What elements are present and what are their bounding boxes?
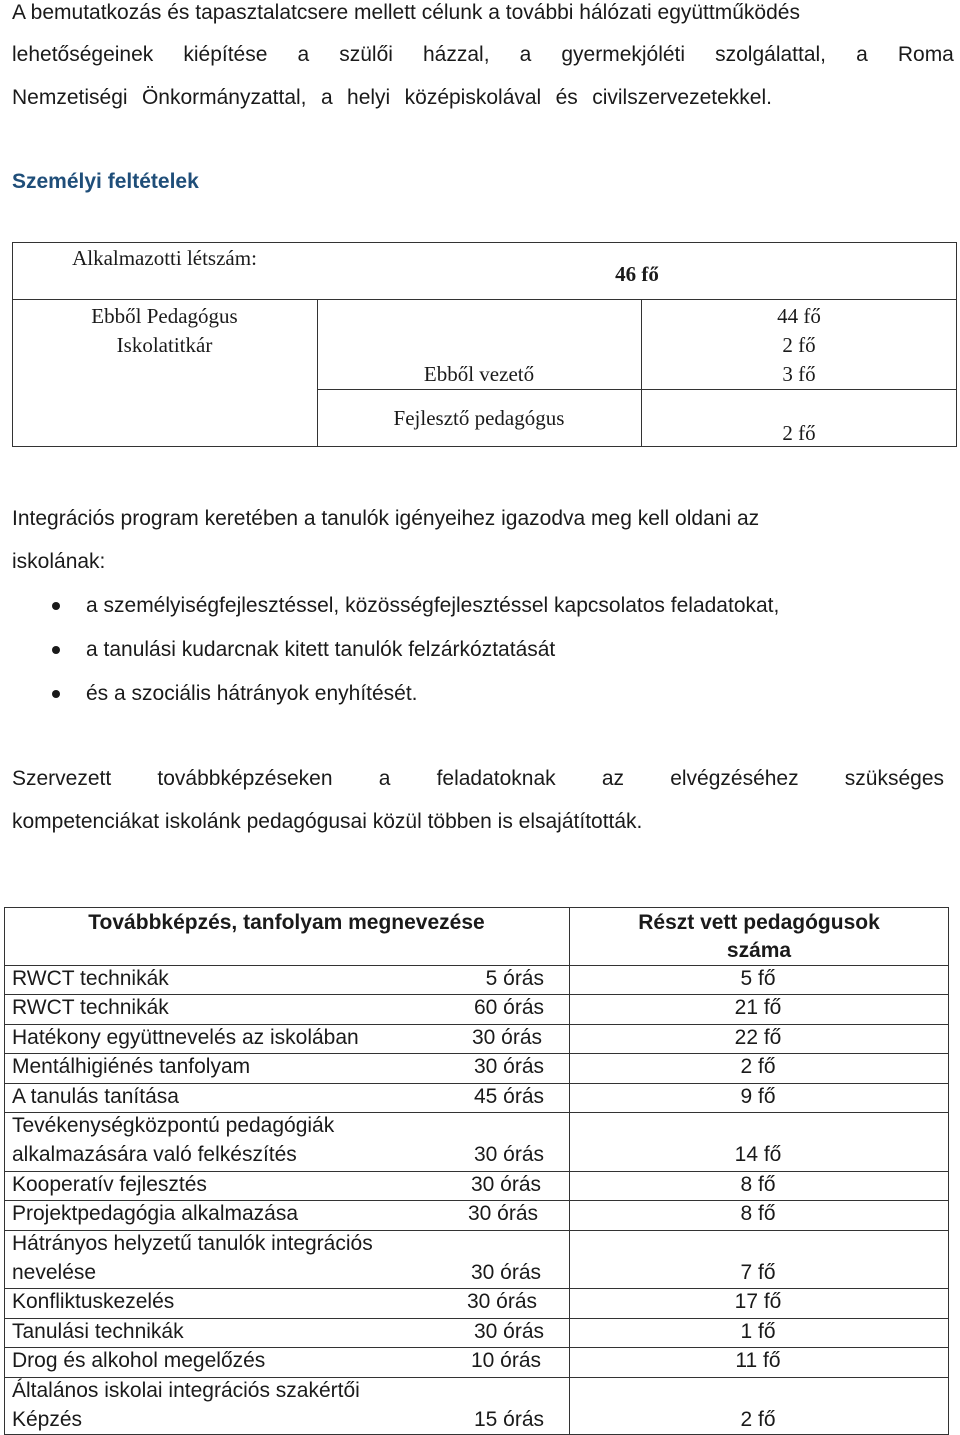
training-name: Hatékony együttnevelés az iskolában [12,1025,359,1049]
training-hours: 60 órás [473,996,544,1020]
integration-line-2: iskolának: [12,550,106,573]
intro-line-3 [12,86,772,110]
training-hours: 30 órás [473,1319,544,1343]
training-hours: 30 órás [470,1261,541,1284]
table-divider [569,1024,570,1053]
intro-word: középiskolával [404,86,542,109]
training-name: Képzés [12,1408,83,1431]
intro-word: gyermekjóléti [561,43,686,66]
training-word: Szervezett [12,767,112,790]
intro-word: civilszervezetekkel. [592,86,772,109]
training-hours: 30 órás [473,1055,544,1079]
intro-word: Önkormányzattal, [141,86,307,109]
bullet-item: a tanulási kudarcnak kitett tanulók felzárkóztatását [86,638,556,661]
table-divider [569,1347,570,1376]
training-name: alkalmazására való felkészítés [12,1143,297,1167]
staff-value-vezeto: 3 fő [782,362,816,386]
staff-value-fejleszto: 2 fő [782,421,816,445]
staff-value-pedagogus: 44 fő [777,304,821,328]
bullet-icon [52,646,60,654]
training-count: 17 fő [734,1290,782,1314]
intro-word: Roma [897,43,954,66]
table-divider [569,1288,570,1317]
intro-word: kiépítése [183,43,268,66]
training-count: 7 fő [740,1261,776,1284]
table-divider [12,299,957,300]
training-name: Projektpedagógia alkalmazása [12,1202,299,1226]
staff-value-iskolatitkar: 2 fő [782,333,816,357]
training-count: 1 fő [740,1319,776,1343]
training-hours: 30 órás [467,1202,538,1226]
intro-word: szülői [339,43,393,66]
intro-word: lehetőségeinek [12,43,154,66]
training-count: 5 fő [740,967,776,990]
integration-line-1: Integrációs program keretében a tanulók igényeihez igazodva meg kell oldani az [12,507,760,530]
bullet-icon [52,602,60,610]
training-name: Általános iskolai integrációs szakértői [12,1378,360,1402]
training-name: RWCT technikák [12,967,169,990]
training-header-count: Részt vett pedagógusok [638,911,880,934]
training-word: az [601,767,625,790]
table-divider [569,1318,570,1347]
headcount-label: Alkalmazotti létszám: [72,246,257,270]
staff-label-fejleszto: Fejlesztő pedagógus [393,406,565,430]
training-name: RWCT technikák [12,996,169,1020]
training-name: Hátrányos helyzetű tanulók integrációs [12,1231,373,1255]
training-word: feladatoknak [436,767,556,790]
bullet-item: és a szociális hátrányok enyhítését. [86,682,418,705]
training-hours: 10 órás [470,1349,541,1373]
intro-word: szolgálattal, [715,43,827,66]
staff-label-vezeto: Ebből vezető [423,362,535,386]
training-name: nevelése [12,1261,97,1284]
intro-word: a [297,43,310,66]
training-name: A tanulás tanítása [12,1084,179,1108]
table-divider [569,1112,570,1171]
table-divider [569,965,570,994]
training-word: elvégzéséhez [670,767,799,790]
intro-word: Nemzetiségi [12,86,128,109]
intro-word: helyi [347,86,391,109]
training-count: 8 fő [740,1172,776,1196]
training-hours: 30 órás [466,1290,537,1314]
table-divider [569,1171,570,1200]
intro-word: a [856,43,868,66]
training-name: Tevékenységközpontú pedagógiák [12,1114,335,1137]
training-hours: 30 órás [470,1172,541,1196]
table-divider [569,1230,570,1289]
training-hours: 30 órás [473,1143,544,1167]
training-hours: 45 órás [473,1084,544,1108]
training-count: 9 fő [740,1084,776,1108]
intro-word: és [555,86,578,109]
training-name: Drog és alkohol megelőzés [12,1349,266,1373]
table-divider [569,1377,570,1435]
training-name: Mentálhigiénés tanfolyam [12,1055,251,1079]
training-name: Konfliktuskezelés [12,1290,175,1314]
training-header-name: Továbbképzés, tanfolyam megnevezése [88,911,485,934]
training-count: 8 fő [740,1202,776,1226]
training-word: szükséges [844,767,944,790]
section-heading: Személyi feltételek [12,170,199,193]
training-word: a [378,767,391,790]
bullet-icon [52,690,60,698]
training-count: 14 fő [734,1143,782,1167]
table-divider [569,994,570,1023]
training-header-count-2: száma [726,939,792,962]
training-count: 22 fő [734,1025,782,1049]
training-name: Kooperatív fejlesztés [12,1172,207,1196]
intro-word: házzal, [422,43,490,66]
training-hours: 30 órás [471,1025,542,1049]
training-count: 2 fő [740,1055,776,1079]
intro-line-1: A bemutatkozás és tapasztalatcsere mellett célunk a további hálózati együttműködés [12,1,800,24]
staff-label-pedagogus: Ebből Pedagógus [91,304,238,328]
staff-label-iskolatitkar: Iskolatitkár [116,333,213,357]
training-hours: 5 órás [485,967,544,990]
training-word: továbbképzéseken [157,767,333,790]
intro-line-2 [12,43,954,67]
training-count: 2 fő [740,1408,776,1431]
headcount-value: 46 fő [615,262,659,286]
training-count: 11 fő [735,1349,781,1373]
table-divider [569,1200,570,1229]
table-divider [569,1053,570,1082]
training-name: Tanulási technikák [12,1319,184,1343]
intro-word: a [519,43,532,66]
training-count: 21 fő [734,996,782,1020]
table-divider [317,389,957,390]
bullet-item: a személyiségfejlesztéssel, közösségfejlesztéssel kapcsolatos feladatokat, [86,594,780,617]
training-line-1 [12,767,944,791]
table-divider [569,1083,570,1112]
training-line-2: kompetenciákat iskolánk pedagógusai közül többen is elsajátították. [12,810,643,833]
training-hours: 15 órás [473,1408,544,1431]
intro-word: a [320,86,333,109]
